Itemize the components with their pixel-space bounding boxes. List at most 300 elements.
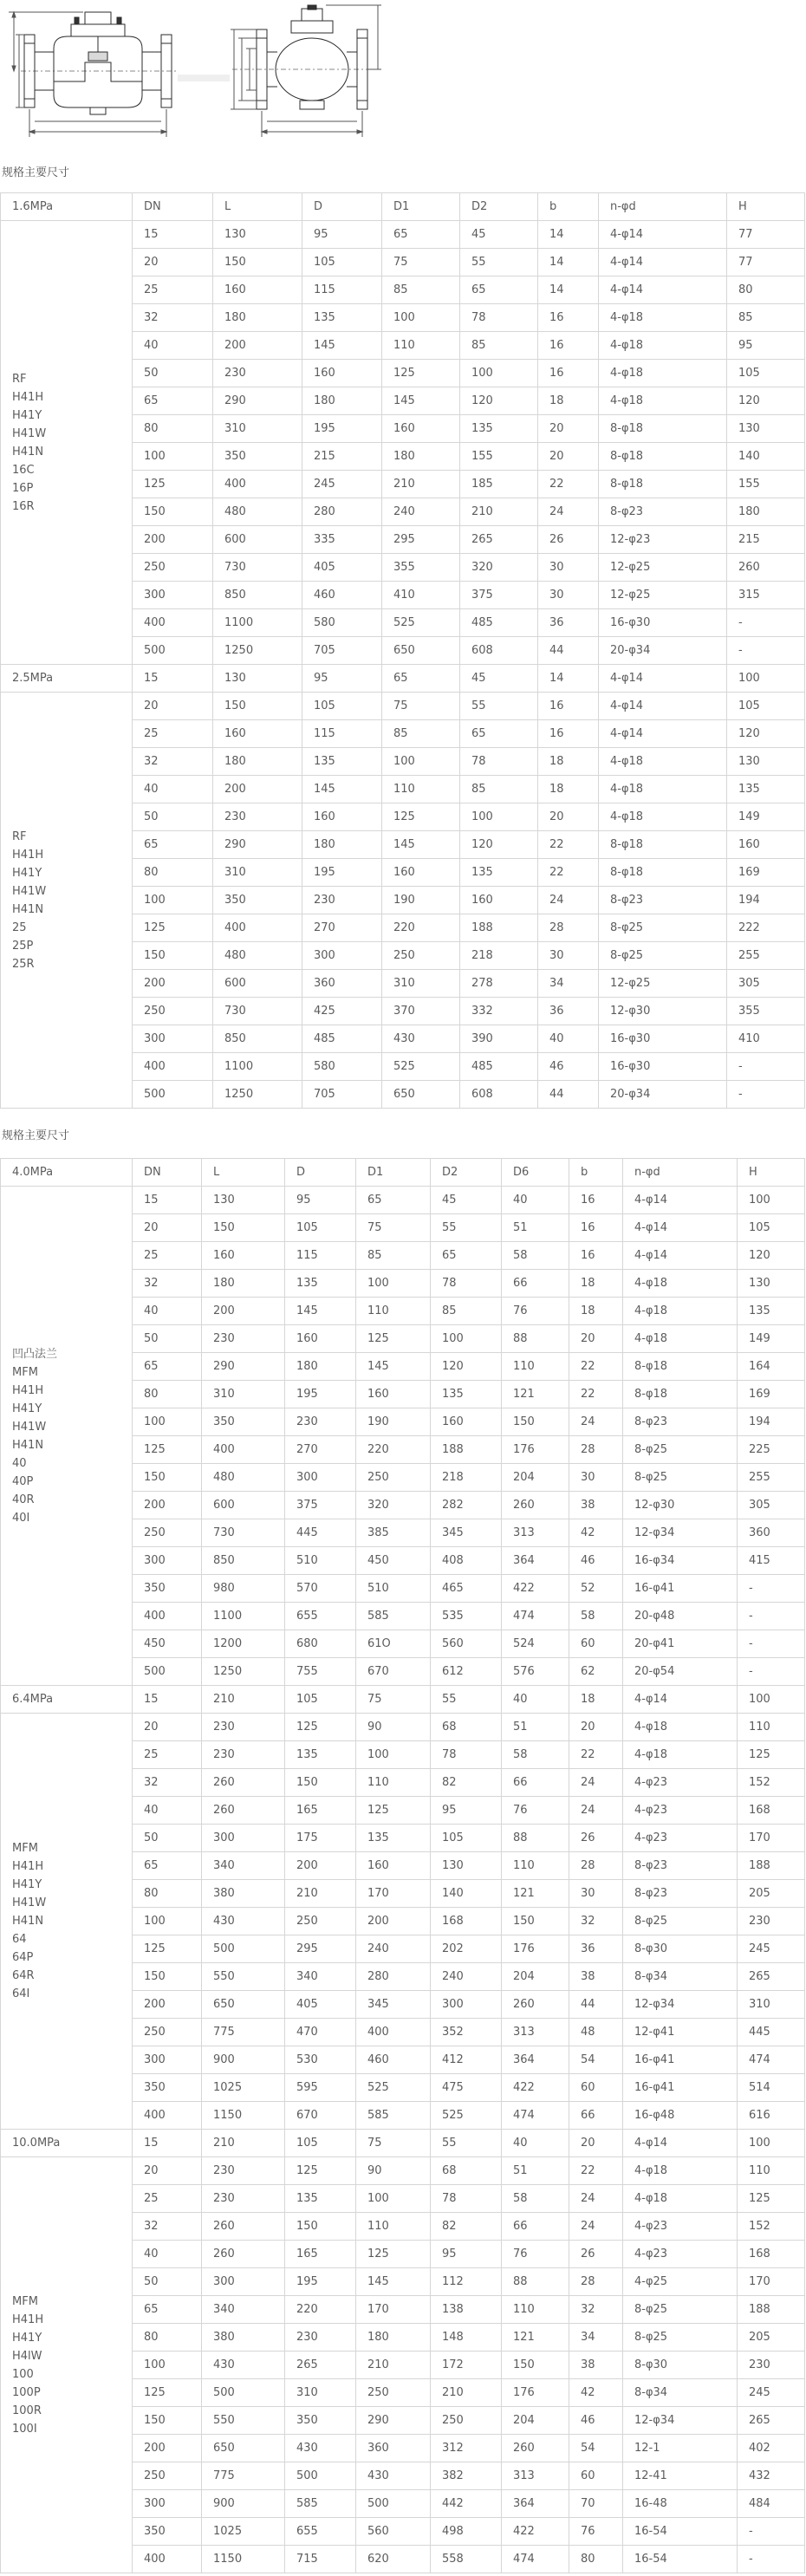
- table-cell: 22: [538, 831, 599, 859]
- table-cell: 12-φ25: [599, 554, 727, 582]
- table-cell: 265: [738, 1963, 805, 1991]
- table-cell: 500: [285, 2462, 356, 2490]
- model-code: H41N: [12, 1915, 44, 1928]
- table-cell: 150: [502, 1908, 569, 1935]
- model-code: H41W: [12, 1896, 47, 1909]
- table-cell: 900: [202, 2490, 285, 2518]
- table-cell: 510: [356, 1575, 431, 1603]
- arrow-head-left: [29, 130, 35, 133]
- table-cell: 25: [133, 720, 213, 748]
- table-body: [1, 193, 805, 1109]
- table-cell: 32: [133, 1769, 202, 1797]
- table-cell: 180: [285, 1353, 356, 1381]
- table-cell: 4-φ18: [599, 360, 727, 387]
- table-cell: 100: [738, 1686, 805, 1714]
- table-cell: 360: [302, 970, 382, 998]
- table-cell: 850: [213, 582, 302, 609]
- table-cell: 80: [727, 276, 805, 304]
- model-code: 凹凸法兰: [12, 1347, 58, 1361]
- table-cell: 100: [356, 2185, 431, 2213]
- table-cell: 76: [502, 2241, 569, 2268]
- table-cell: 670: [356, 1658, 431, 1686]
- table-cell: 730: [202, 1519, 285, 1547]
- table-cell: 8-φ23: [599, 887, 727, 914]
- column-header: b: [569, 1159, 623, 1187]
- table-cell: 105: [738, 1214, 805, 1242]
- table-cell: 270: [302, 914, 382, 942]
- table-cell: 78: [431, 2185, 502, 2213]
- table-cell: 110: [502, 1353, 569, 1381]
- pressure-class-cell: 1.6MPa: [1, 193, 133, 221]
- table-cell: 8-φ25: [599, 914, 727, 942]
- table-cell: 375: [460, 582, 538, 609]
- table-cell: 130: [213, 665, 302, 693]
- table-cell: 160: [356, 1381, 431, 1408]
- table-cell: 4-φ18: [599, 748, 727, 776]
- table-cell: 125: [356, 1325, 431, 1353]
- table-cell: 34: [538, 970, 599, 998]
- table-cell: 150: [133, 1464, 202, 1492]
- model-code: H41H: [12, 848, 44, 862]
- table-cell: 120: [460, 387, 538, 415]
- table-cell: 100: [460, 360, 538, 387]
- table-cell: 25: [133, 1242, 202, 1270]
- table-cell: 100: [133, 2352, 202, 2379]
- table-cell: 160: [460, 887, 538, 914]
- table-cell: 65: [133, 1852, 202, 1880]
- table-cell: 80: [133, 1381, 202, 1408]
- table-cell: 120: [431, 1353, 502, 1381]
- table-cell: 425: [302, 998, 382, 1025]
- column-header: DN: [133, 1159, 202, 1187]
- table-cell: 16: [569, 1242, 623, 1270]
- table-cell: 138: [431, 2296, 502, 2324]
- table-cell: 52: [569, 1575, 623, 1603]
- table-cell: 230: [202, 2157, 285, 2185]
- column-header: L: [202, 1159, 285, 1187]
- table-cell: 260: [502, 2435, 569, 2462]
- table-cell: 313: [502, 1519, 569, 1547]
- table-cell: 130: [727, 415, 805, 443]
- table-cell: 18: [569, 1298, 623, 1325]
- table-cell: 250: [133, 2462, 202, 2490]
- model-code: 64P: [12, 1951, 34, 1964]
- table-cell: 850: [213, 1025, 302, 1053]
- table-cell: 484: [738, 2490, 805, 2518]
- table-cell: -: [738, 1575, 805, 1603]
- table-cell: 95: [431, 1797, 502, 1825]
- table-cell: 110: [502, 2296, 569, 2324]
- table-cell: 340: [285, 1963, 356, 1991]
- table-cell: 180: [727, 498, 805, 526]
- model-code: 100: [12, 2367, 34, 2381]
- table-cell: 135: [285, 2185, 356, 2213]
- table-cell: 20: [538, 415, 599, 443]
- model-code: H41N: [12, 445, 44, 459]
- table-cell: 40: [502, 1187, 569, 1214]
- table-cell: 16: [538, 360, 599, 387]
- table-cell: 576: [502, 1658, 569, 1686]
- table-cell: 220: [285, 2296, 356, 2324]
- table-cell: 350: [202, 1408, 285, 1436]
- table-cell: 22: [538, 471, 599, 498]
- table-cell: 364: [502, 2046, 569, 2074]
- table-cell: 100: [356, 1270, 431, 1298]
- table-cell: 140: [431, 1880, 502, 1908]
- table-cell: 730: [213, 998, 302, 1025]
- section-heading: 规格主要尺寸: [2, 1129, 70, 1142]
- table-cell: 580: [302, 609, 382, 637]
- table-cell: 38: [569, 1492, 623, 1519]
- table-cell: 20-φ34: [599, 1081, 727, 1109]
- table-cell: 4-φ14: [623, 1242, 738, 1270]
- table-cell: 16: [538, 332, 599, 360]
- table-cell: 25: [133, 1741, 202, 1769]
- column-header: L: [213, 193, 302, 221]
- table-cell: 1100: [213, 609, 302, 637]
- table-cell: 66: [502, 1769, 569, 1797]
- table-cell: 4-φ18: [623, 1741, 738, 1769]
- table-cell: 670: [285, 2102, 356, 2130]
- table-cell: 612: [431, 1658, 502, 1686]
- table-cell: 230: [213, 360, 302, 387]
- table-cell: 16-φ41: [623, 2074, 738, 2102]
- table-cell: 364: [502, 2490, 569, 2518]
- table-cell: 80: [133, 859, 213, 887]
- table-cell: 4-φ23: [623, 2213, 738, 2241]
- model-code: 16P: [12, 481, 34, 495]
- table-cell: 230: [738, 1908, 805, 1935]
- model-code: 64: [12, 1933, 27, 1946]
- table-cell: 255: [727, 942, 805, 970]
- arrow-head-bottom: [12, 66, 16, 71]
- table-cell: 705: [302, 637, 382, 665]
- column-header: n-φd: [599, 193, 727, 221]
- table-cell: 530: [285, 2046, 356, 2074]
- table-cell: 12-φ25: [599, 582, 727, 609]
- table-cell: 250: [285, 1908, 356, 1935]
- table-row: [1, 1714, 805, 1741]
- table-cell: 430: [356, 2462, 431, 2490]
- table-cell: 514: [738, 2074, 805, 2102]
- table-cell: 20-φ41: [623, 1630, 738, 1658]
- table-cell: 149: [738, 1325, 805, 1353]
- table-cell: 85: [460, 332, 538, 360]
- model-code: H41Y: [12, 1878, 42, 1891]
- table-cell: 150: [133, 2407, 202, 2435]
- table-cell: 12-41: [623, 2462, 738, 2490]
- table-cell: 125: [356, 2241, 431, 2268]
- table-cell: 500: [202, 2379, 285, 2407]
- table-cell: 150: [502, 1408, 569, 1436]
- table-cell: 310: [285, 2379, 356, 2407]
- table-cell: 300: [133, 2490, 202, 2518]
- table-cell: 60: [569, 2074, 623, 2102]
- table-cell: 22: [569, 2157, 623, 2185]
- table-cell: 160: [356, 1852, 431, 1880]
- model-code: 40R: [12, 1493, 35, 1506]
- table-cell: 200: [133, 1991, 202, 2019]
- table-cell: 160: [302, 360, 382, 387]
- table-cell: 120: [727, 720, 805, 748]
- table-cell: 204: [502, 1464, 569, 1492]
- table-cell: 202: [431, 1935, 502, 1963]
- dimension-length: [262, 111, 362, 137]
- table-cell: 16: [538, 693, 599, 720]
- table-cell: 200: [133, 1492, 202, 1519]
- table-cell: 400: [213, 914, 302, 942]
- table-cell: 168: [738, 1797, 805, 1825]
- table-cell: 430: [382, 1025, 460, 1053]
- table-cell: 405: [302, 554, 382, 582]
- table-cell: 125: [382, 360, 460, 387]
- table-cell: 16-54: [623, 2546, 738, 2573]
- bonnet-bolt-right: [117, 17, 121, 24]
- table-cell: 650: [202, 2435, 285, 2462]
- table-cell: 422: [502, 1575, 569, 1603]
- table-cell: 300: [133, 1547, 202, 1575]
- column-header: D6: [502, 1159, 569, 1187]
- table-cell: 12-φ25: [599, 970, 727, 998]
- table-cell: 400: [133, 2546, 202, 2573]
- table-cell: 20: [569, 1325, 623, 1353]
- table-cell: 375: [285, 1492, 356, 1519]
- table-cell: 125: [133, 2379, 202, 2407]
- table-cell: 4-φ18: [599, 387, 727, 415]
- table-cell: 4-φ18: [623, 2185, 738, 2213]
- table-cell: 46: [569, 1547, 623, 1575]
- bonnet-cap: [302, 9, 322, 21]
- table-cell: 40: [133, 1797, 202, 1825]
- valve-disc: [88, 52, 107, 61]
- table-cell: 188: [431, 1436, 502, 1464]
- table-cell: 680: [285, 1630, 356, 1658]
- table-cell: 95: [727, 332, 805, 360]
- table-cell: 105: [302, 693, 382, 720]
- table-cell: 180: [202, 1270, 285, 1298]
- table-cell: 12-φ41: [623, 2019, 738, 2046]
- table-cell: 55: [431, 1686, 502, 1714]
- table-cell: 66: [502, 1270, 569, 1298]
- column-header: D: [302, 193, 382, 221]
- table-cell: 570: [285, 1575, 356, 1603]
- table-cell: 430: [285, 2435, 356, 2462]
- table-cell: 155: [727, 471, 805, 498]
- table-cell: 350: [133, 2074, 202, 2102]
- table-cell: 410: [727, 1025, 805, 1053]
- table-cell: 24: [538, 498, 599, 526]
- table-cell: 305: [727, 970, 805, 998]
- table-cell: 180: [213, 748, 302, 776]
- table-cell: 36: [569, 1935, 623, 1963]
- table-cell: 60: [569, 1630, 623, 1658]
- table-cell: 222: [727, 914, 805, 942]
- table-cell: 100: [727, 665, 805, 693]
- model-code: H41H: [12, 390, 44, 404]
- table-cell: 16-48: [623, 2490, 738, 2518]
- table-cell: 4-φ14: [623, 1187, 738, 1214]
- table-cell: 382: [431, 2462, 502, 2490]
- table-cell: 460: [356, 2046, 431, 2074]
- table-cell: 180: [382, 443, 460, 471]
- table-row: [1, 1187, 805, 1214]
- model-code: 40P: [12, 1474, 34, 1488]
- table-cell: 650: [382, 1081, 460, 1109]
- table-header-row: [1, 193, 805, 221]
- table-cell: 295: [382, 526, 460, 554]
- bonnet: [291, 21, 333, 33]
- table-cell: 190: [356, 1408, 431, 1436]
- model-code: H41N: [12, 902, 44, 916]
- table-cell: 150: [213, 693, 302, 720]
- table-cell: 90: [356, 1714, 431, 1741]
- table-cell: 194: [727, 887, 805, 914]
- model-code: MFM: [12, 1365, 38, 1379]
- table-cell: 135: [285, 1270, 356, 1298]
- table-cell: 20: [133, 249, 213, 276]
- table-cell: 55: [431, 2130, 502, 2157]
- table-cell: 480: [202, 1464, 285, 1492]
- table-cell: 160: [202, 1242, 285, 1270]
- table-cell: 4-φ14: [599, 665, 727, 693]
- table-cell: 32: [133, 304, 213, 332]
- table-cell: 245: [738, 1935, 805, 1963]
- table-cell: 20: [538, 443, 599, 471]
- table-cell: 240: [431, 1963, 502, 1991]
- model-code: H41H: [12, 1860, 44, 1873]
- table-cell: 900: [202, 2046, 285, 2074]
- model-code: 25P: [12, 939, 34, 953]
- table-cell: 105: [431, 1825, 502, 1852]
- table-cell: 100: [382, 304, 460, 332]
- table-cell: 145: [356, 1353, 431, 1381]
- column-header: D2: [431, 1159, 502, 1187]
- table-cell: 110: [738, 1714, 805, 1741]
- table-cell: 50: [133, 1325, 202, 1353]
- model-code: H41N: [12, 1438, 44, 1452]
- table-cell: 230: [285, 2324, 356, 2352]
- table-cell: 176: [502, 2379, 569, 2407]
- table-cell: 85: [356, 1242, 431, 1270]
- table-cell: 30: [569, 1464, 623, 1492]
- table-cell: 485: [460, 1053, 538, 1081]
- table-cell: 260: [202, 1769, 285, 1797]
- table-cell: 46: [538, 1053, 599, 1081]
- model-code: 40I: [12, 1511, 30, 1525]
- table-cell: 1150: [202, 2102, 285, 2130]
- table-cell: 14: [538, 249, 599, 276]
- table-cell: 26: [569, 2241, 623, 2268]
- table-cell: 15: [133, 1187, 202, 1214]
- table-cell: 121: [502, 1880, 569, 1908]
- table-cell: 4-φ23: [623, 1825, 738, 1852]
- table-cell: 422: [502, 2074, 569, 2102]
- table-cell: 310: [202, 1381, 285, 1408]
- table-cell: 445: [738, 2019, 805, 2046]
- table-cell: 100: [133, 887, 213, 914]
- table-cell: 8-φ34: [623, 1963, 738, 1991]
- table-cell: 585: [356, 2102, 431, 2130]
- table-cell: 40: [133, 776, 213, 803]
- table-cell: 432: [738, 2462, 805, 2490]
- model-code: H41W: [12, 884, 47, 898]
- table-cell: 51: [502, 2157, 569, 2185]
- table-cell: 100: [460, 803, 538, 831]
- table-cell: 4-φ14: [599, 221, 727, 249]
- table-cell: 250: [431, 2407, 502, 2435]
- table-cell: 280: [356, 1963, 431, 1991]
- table-cell: 250: [133, 1519, 202, 1547]
- table-cell: 28: [538, 914, 599, 942]
- table-cell: 410: [382, 582, 460, 609]
- valve-drawing-external: [231, 5, 381, 137]
- table-cell: 210: [460, 498, 538, 526]
- table-cell: 125: [133, 914, 213, 942]
- table-cell: 40: [538, 1025, 599, 1053]
- table-cell: 350: [133, 1575, 202, 1603]
- table-cell: 54: [569, 2046, 623, 2074]
- table-cell: 408: [431, 1547, 502, 1575]
- table-cell: 105: [285, 2130, 356, 2157]
- table-cell: 75: [356, 1214, 431, 1242]
- arrow-head-left: [262, 130, 267, 133]
- table-cell: 125: [133, 1935, 202, 1963]
- table-cell: 150: [285, 1769, 356, 1797]
- column-header: n-φd: [623, 1159, 738, 1187]
- table-cell: 510: [285, 1547, 356, 1575]
- table-cell: 45: [460, 221, 538, 249]
- model-code: 100R: [12, 2404, 42, 2417]
- model-label-cell: [1, 1187, 133, 1686]
- table-cell: 4-φ18: [599, 304, 727, 332]
- table-cell: 200: [285, 1852, 356, 1880]
- table-cell: 4-φ25: [623, 2268, 738, 2296]
- table-cell: 4-φ18: [623, 1325, 738, 1353]
- table-cell: 95: [302, 221, 382, 249]
- table-cell: 450: [133, 1630, 202, 1658]
- table-cell: 850: [202, 1547, 285, 1575]
- table-cell: 230: [285, 1408, 356, 1436]
- table-cell: 76: [569, 2518, 623, 2546]
- table-cell: 150: [133, 498, 213, 526]
- table-cell: 225: [738, 1436, 805, 1464]
- table-cell: 230: [202, 1714, 285, 1741]
- table-cell: 340: [202, 2296, 285, 2324]
- table-cell: 115: [285, 1242, 356, 1270]
- model-code: H41H: [12, 1383, 44, 1397]
- table-cell: 100: [133, 1908, 202, 1935]
- table-cell: 218: [460, 942, 538, 970]
- table-cell: 85: [382, 276, 460, 304]
- table-cell: 8-φ18: [599, 859, 727, 887]
- table-cell: -: [738, 2546, 805, 2573]
- dimension-extensions: [262, 111, 362, 137]
- table-cell: 320: [460, 554, 538, 582]
- table-cell: 135: [727, 776, 805, 803]
- table-cell: 400: [133, 609, 213, 637]
- table-cell: 12-φ34: [623, 2407, 738, 2435]
- table-cell: 145: [382, 831, 460, 859]
- table-cell: 145: [356, 2268, 431, 2296]
- table-cell: 20: [133, 2157, 202, 2185]
- table-cell: 260: [727, 554, 805, 582]
- table-cell: 22: [538, 859, 599, 887]
- table-cell: 205: [738, 1880, 805, 1908]
- table-cell: 385: [356, 1519, 431, 1547]
- arrow-head-right: [357, 130, 362, 133]
- table-cell: 370: [382, 998, 460, 1025]
- table-cell: 66: [569, 2102, 623, 2130]
